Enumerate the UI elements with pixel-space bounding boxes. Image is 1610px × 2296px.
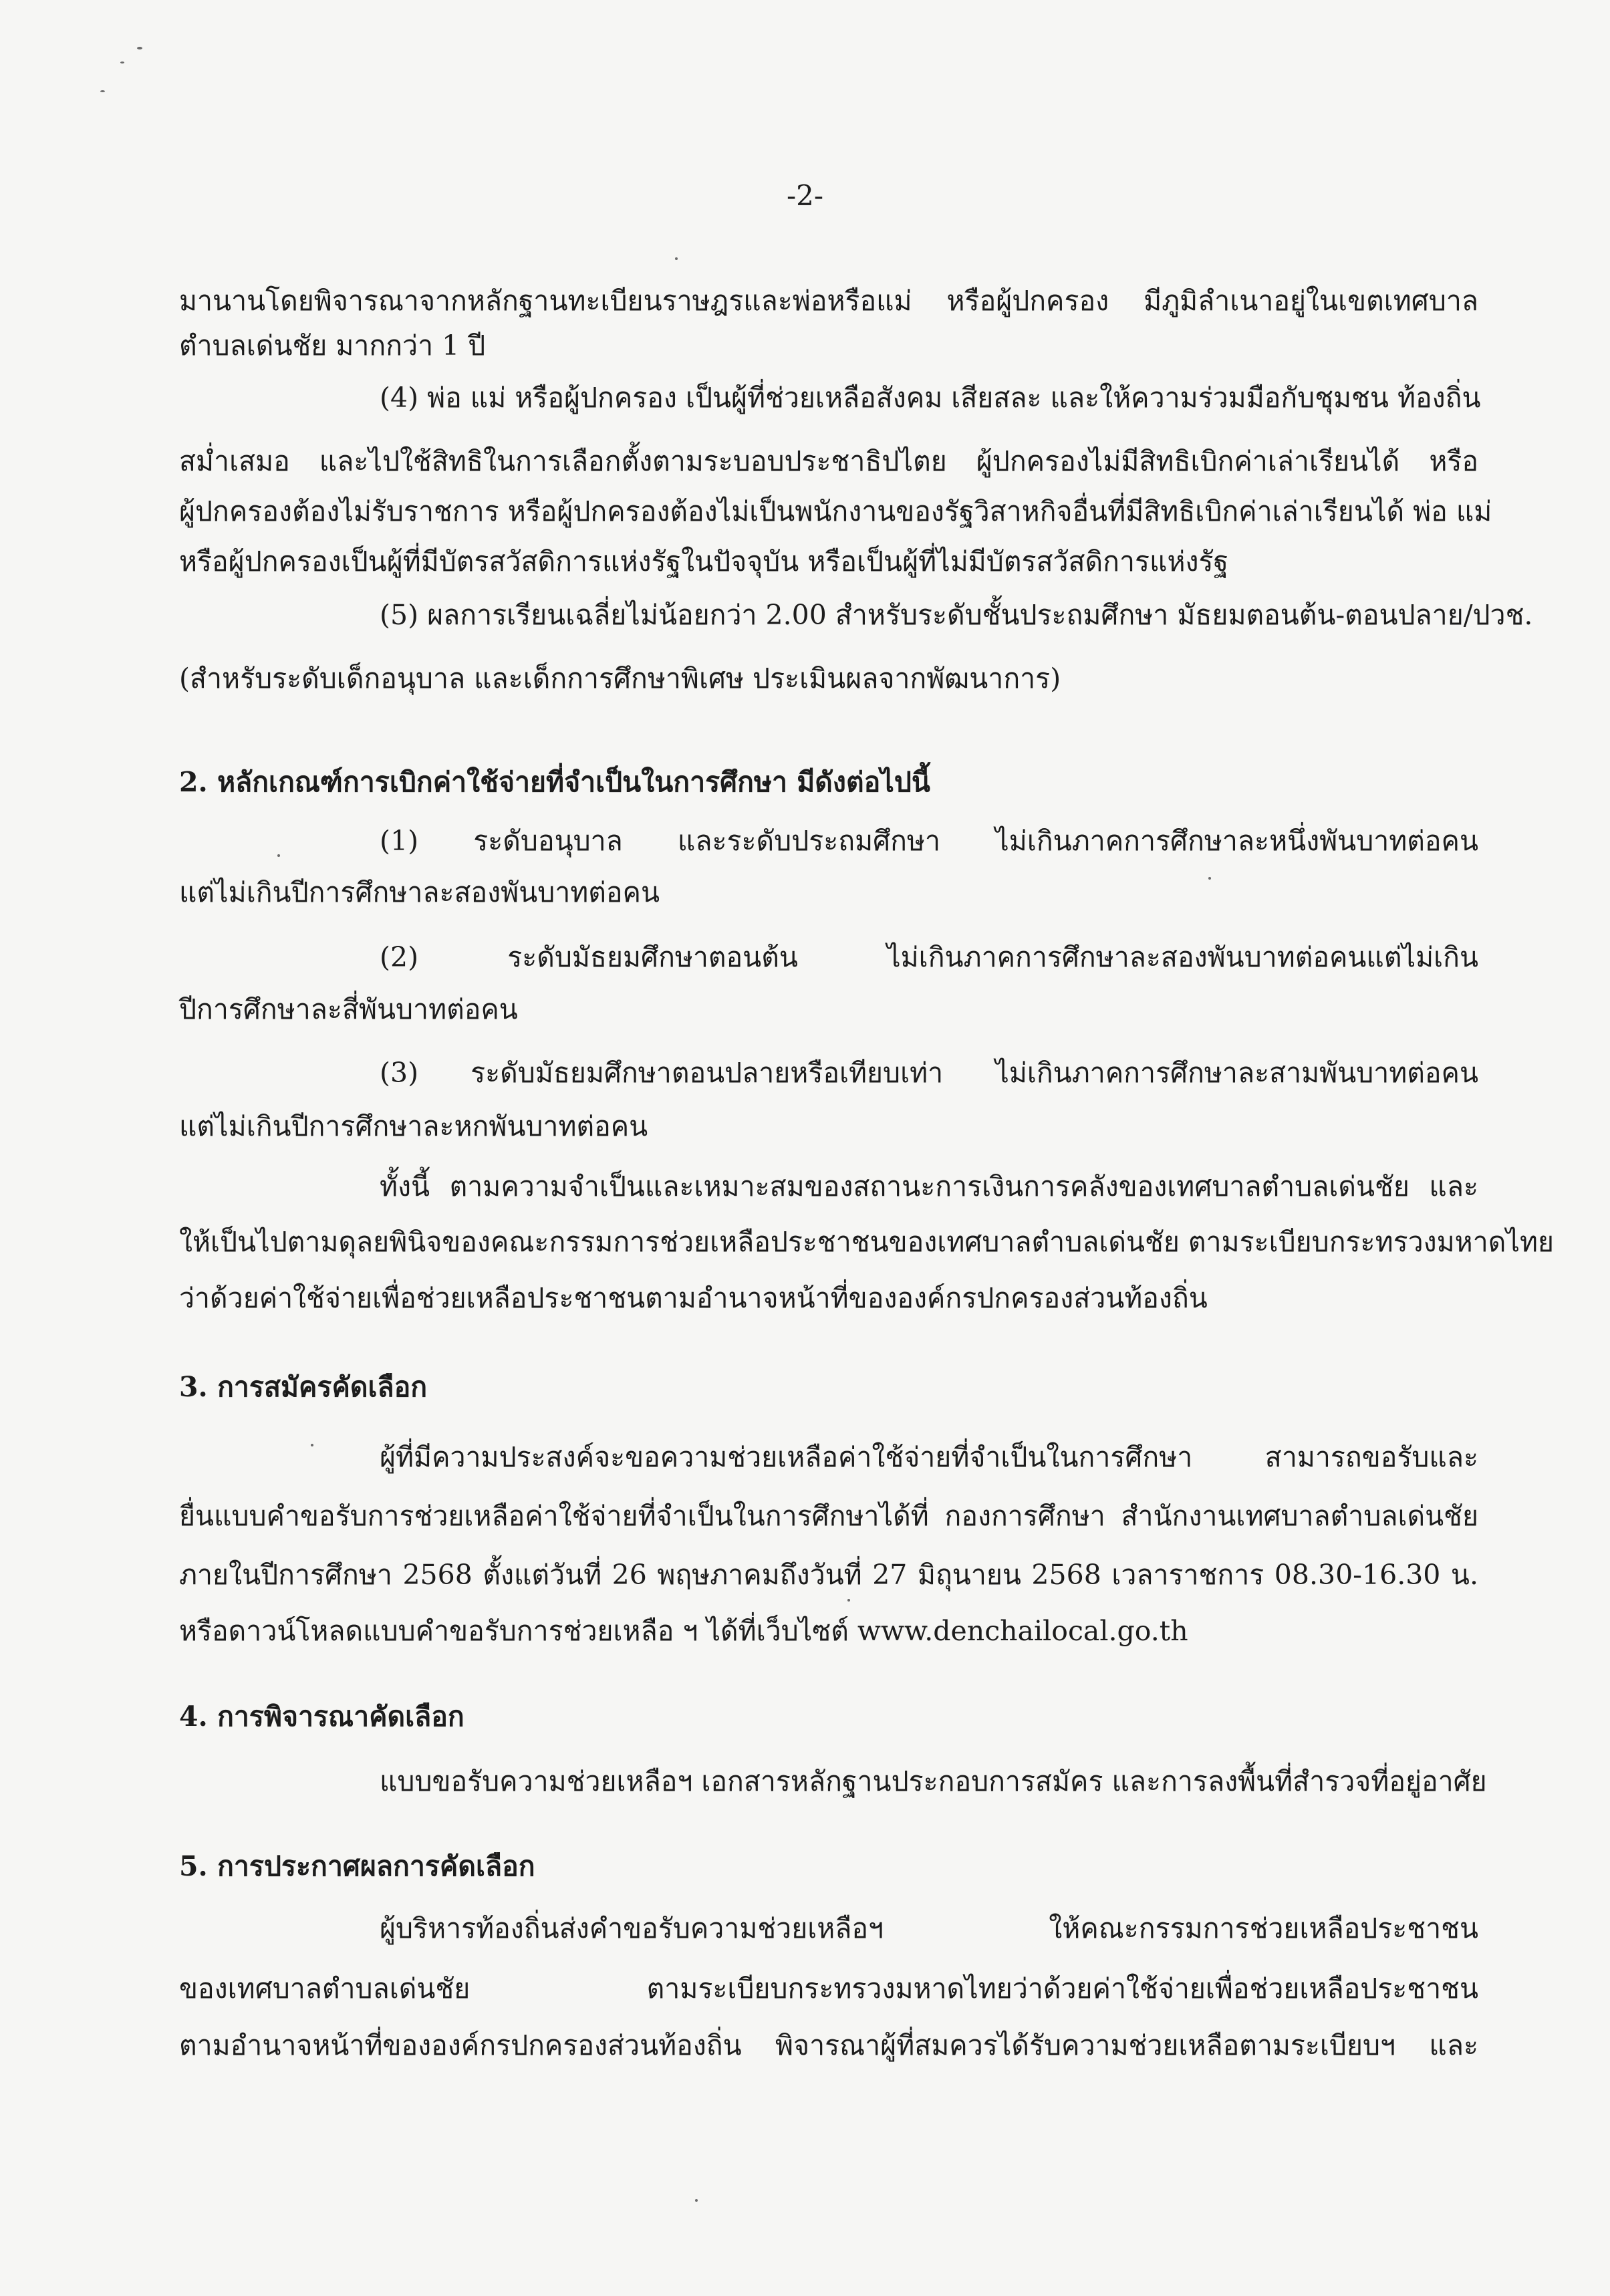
paragraph-line: ให้เป็นไปตามดุลยพินิจของคณะกรรมการช่วยเหลือประชาชนของเทศบาลตำบลเด่นชัย ตามระเบียบกระทรวงมหาดไทย xyxy=(179,1226,1555,1258)
paragraph-line: ของเทศบาลตำบลเด่นชัย ตามระเบียบกระทรวงมหาดไทยว่าด้วยค่าใช้จ่ายเพื่อช่วยเหลือประชาชน xyxy=(179,1972,1478,2005)
paragraph-line: มานานโดยพิจารณาจากหลักฐานทะเบียนราษฎรและพ่อหรือแม่ หรือผู้ปกครอง มีภูมิลำเนาอยู่ในเขตเทศบาล xyxy=(179,285,1478,317)
scan-speck xyxy=(137,47,142,49)
paragraph-line: หรือผู้ปกครองเป็นผู้ที่มีบัตรสวัสดิการแห่งรัฐในปัจจุบัน หรือเป็นผู้ที่ไม่มีบัตรสวัสดิการแห่งรัฐ xyxy=(179,545,1229,578)
paragraph-line: ยื่นแบบคำขอรับการช่วยเหลือค่าใช้จ่ายที่จำเป็นในการศึกษาได้ที่ กองการศึกษา สำนักงานเทศบาลตำบลเด่นชัย xyxy=(179,1500,1478,1532)
paragraph-line: ปีการศึกษาละสี่พันบาทต่อคน xyxy=(179,993,518,1025)
scan-speck xyxy=(695,2199,698,2202)
paragraph-line: แบบขอรับความช่วยเหลือฯ เอกสารหลักฐานประกอบการสมัคร และการลงพื้นที่สำรวจที่อยู่อาศัย xyxy=(380,1765,1487,1797)
paragraph-line: ภายในปีการศึกษา 2568 ตั้งแต่วันที่ 26 พฤษภาคมถึงวันที่ 27 มิถุนายน 2568 เวลาราชการ 08.30-16.30 น. xyxy=(179,1559,1478,1591)
note-paragraph: ทั้งนี้ ตามความจำเป็นและเหมาะสมของสถานะการเงินการคลังของเทศบาลตำบลเด่นชัย และ xyxy=(380,1170,1478,1202)
expense-item-3: (3) ระดับมัธยมศึกษาตอนปลายหรือเทียบเท่า ไม่เกินภาคการศึกษาละสามพันบาทต่อคน xyxy=(380,1057,1478,1089)
section-heading: 5. การประกาศผลการคัดเลือก xyxy=(179,1850,535,1882)
website-line: หรือดาวน์โหลดแบบคำขอรับการช่วยเหลือ ฯ ได้ที่เว็บไซต์ www.denchailocal.go.th xyxy=(179,1615,1188,1647)
scan-speck xyxy=(311,1444,313,1446)
scan-speck xyxy=(100,90,105,92)
paragraph-line: แต่ไม่เกินปีการศึกษาละหกพันบาทต่อคน xyxy=(179,1110,648,1142)
paragraph-line: ว่าด้วยค่าใช้จ่ายเพื่อช่วยเหลือประชาชนตามอำนาจหน้าที่ขององค์กรปกครองส่วนท้องถิ่น xyxy=(179,1282,1208,1314)
scan-speck xyxy=(120,61,124,63)
paragraph-line: ผู้บริหารท้องถิ่นส่งคำขอรับความช่วยเหลือฯ ให้คณะกรรมการช่วยเหลือประชาชน xyxy=(380,1912,1478,1944)
expense-item-2: (2) ระดับมัธยมศึกษาตอนต้น ไม่เกินภาคการศึกษาละสองพันบาทต่อคนแต่ไม่เกิน xyxy=(380,941,1478,973)
paragraph-line: ตำบลเด่นชัย มากกว่า 1 ปี xyxy=(179,330,486,362)
paragraph-line: แต่ไม่เกินปีการศึกษาละสองพันบาทต่อคน xyxy=(179,876,660,908)
paragraph-line: สม่ำเสมอ และไปใช้สิทธิในการเลือกตั้งตามระบอบประชาธิปไตย ผู้ปกครองไม่มีสิทธิเบิกค่าเล่าเรียนได้ หรือ xyxy=(179,445,1478,477)
scan-speck xyxy=(277,854,280,857)
scan-speck xyxy=(675,257,678,260)
section-heading: 2. หลักเกณฑ์การเบิกค่าใช้จ่ายที่จำเป็นในการศึกษา มีดังต่อไปนี้ xyxy=(179,766,930,798)
paragraph-line: ตามอำนาจหน้าที่ขององค์กรปกครองส่วนท้องถิ่น พิจารณาผู้ที่สมควรได้รับความช่วยเหลือตามระเบียบฯ และ xyxy=(179,2029,1478,2061)
paragraph-line: (สำหรับระดับเด็กอนุบาล และเด็กการศึกษาพิเศษ ประเมินผลจากพัฒนาการ) xyxy=(179,662,1061,694)
page-number: -2- xyxy=(786,179,824,212)
scan-speck xyxy=(847,1599,850,1602)
section-heading: 3. การสมัครคัดเลือก xyxy=(179,1371,428,1403)
paragraph-line: ผู้ปกครองต้องไม่รับราชการ หรือผู้ปกครองต้องไม่เป็นพนักงานของรัฐวิสาหกิจอื่นที่มีสิทธิเบิกค่าเล่าเรียนได้ พ่อ แม่ xyxy=(179,495,1492,527)
expense-item-1: (1) ระดับอนุบาล และระดับประถมศึกษา ไม่เกินภาคการศึกษาละหนึ่งพันบาทต่อคน xyxy=(380,825,1478,857)
scan-speck xyxy=(1208,877,1211,880)
criteria-item-4: (4) พ่อ แม่ หรือผู้ปกครอง เป็นผู้ที่ช่วยเหลือสังคม เสียสละ และให้ความร่วมมือกับชุมชน ท้องถิ่น xyxy=(380,382,1481,414)
paragraph-line: ผู้ที่มีความประสงค์จะขอความช่วยเหลือค่าใช้จ่ายที่จำเป็นในการศึกษา สามารถขอรับและ xyxy=(380,1441,1478,1473)
criteria-item-5: (5) ผลการเรียนเฉลี่ยไม่น้อยกว่า 2.00 สำหรับระดับชั้นประถมศึกษา มัธยมตอนต้น-ตอนปลาย/ปวช. xyxy=(380,599,1533,631)
section-heading: 4. การพิจารณาคัดเลือก xyxy=(179,1700,464,1733)
